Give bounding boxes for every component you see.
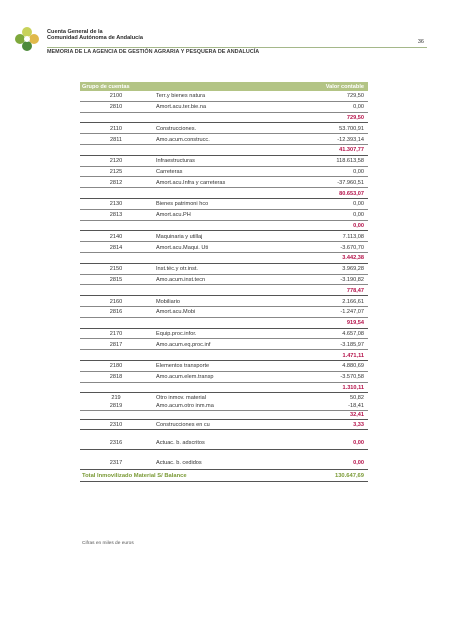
account-value: 0,00 [353, 212, 364, 219]
account-code: 2110 [109, 125, 123, 132]
account-description: Amort.acu.Mobi [156, 309, 196, 316]
account-value: 2.166,61 [342, 298, 364, 305]
account-description: Infraestructuras [156, 158, 195, 165]
account-value: 0,00 [353, 222, 364, 229]
table-row [80, 221, 368, 232]
account-value: 4.657,08 [342, 330, 364, 337]
account-value: -12.393,14 [337, 136, 364, 143]
account-description: Carreteras [156, 168, 183, 175]
account-value: 80.653,07 [339, 190, 364, 197]
account-code: 2817 [109, 341, 123, 348]
account-description: Amort.acu.ter.bie.na [156, 104, 207, 111]
table-row [80, 329, 368, 340]
table-row [80, 318, 368, 329]
table-row [80, 372, 368, 383]
org-name-line2: Comunidad Autónoma de Andalucía [47, 35, 143, 41]
account-code: 2811 [109, 136, 123, 143]
account-code: 2125 [109, 168, 123, 175]
account-value: 118.613,58 [336, 158, 364, 165]
account-value: 53.700,91 [339, 125, 364, 132]
table-row [80, 361, 368, 372]
page-number: 36 [417, 39, 424, 45]
table-row [80, 350, 368, 361]
table-row [80, 134, 368, 145]
table-row [80, 275, 368, 286]
header-divider [47, 47, 427, 48]
table-row [80, 402, 368, 411]
org-name-line1: Cuenta General de la [47, 29, 103, 35]
table-row [80, 167, 368, 178]
andalucia-logo-icon [10, 22, 44, 56]
account-code: 2180 [109, 363, 123, 370]
account-code: 2819 [109, 403, 123, 410]
account-description: Elementos transporte [156, 363, 210, 370]
account-value: 32,41 [350, 412, 364, 419]
account-code: 2815 [109, 276, 123, 283]
table-row [80, 253, 368, 264]
account-value: 50,82 [350, 394, 364, 401]
account-value: -3.190,82 [340, 276, 364, 283]
account-code: 2816 [109, 309, 123, 316]
account-description: Amo.acum.inst.tecn [156, 276, 206, 283]
table-row [80, 177, 368, 188]
table-row [80, 242, 368, 253]
account-value: -1.247,07 [340, 309, 364, 316]
table-header [80, 82, 368, 91]
account-code: 2120 [109, 158, 123, 165]
account-code: 2813 [109, 212, 123, 219]
total-label: Total Inmovilizado Material S/ Balance [82, 473, 187, 480]
account-code: 2160 [109, 298, 123, 305]
account-value: 4.880,69 [342, 363, 364, 370]
account-description: Construcciones. [156, 125, 197, 132]
account-value: 7.113,08 [342, 233, 364, 240]
table-row [80, 102, 368, 113]
document-title: MEMORIA DE LA AGENCIA DE GESTIÓN AGRARIA Y PESQUERA DE ANDALUCÍA [47, 49, 260, 55]
table-row [80, 307, 368, 318]
footnote: Cifras en miles de euros [82, 541, 134, 546]
account-value: -3.570,58 [340, 374, 364, 381]
table-row [80, 123, 368, 134]
table-row [80, 411, 368, 420]
account-code: 2170 [109, 330, 123, 337]
account-value: -3.185,97 [340, 341, 364, 348]
account-description: Equip.proc.infor. [156, 330, 197, 337]
account-code: 2140 [109, 233, 123, 240]
account-code: 2814 [109, 244, 123, 251]
account-code: 2812 [109, 179, 123, 186]
account-value: 729,50 [346, 93, 364, 100]
account-value: -37.960,51 [337, 179, 364, 186]
table-row [80, 339, 368, 350]
account-description: Mobiliario [156, 298, 180, 305]
account-description: Otro inmov. material [156, 394, 206, 401]
table-row [80, 156, 368, 167]
table-row [80, 420, 368, 431]
table-row [80, 383, 368, 394]
account-description: Maquinaria y utillaj [156, 233, 203, 240]
account-code: 2316 [109, 440, 123, 447]
account-code: 2810 [109, 104, 123, 111]
account-description: Bienes patrimoni hco [156, 201, 209, 208]
account-code: 2818 [109, 374, 123, 381]
table-row [80, 113, 368, 124]
account-code: 2100 [109, 93, 123, 100]
account-value: 3.969,28 [342, 266, 364, 273]
account-value: 729,50 [346, 114, 364, 121]
account-value: -3.670,70 [340, 244, 364, 251]
table-row [80, 91, 368, 102]
account-value: 919,54 [346, 320, 364, 327]
account-description: Amort.acu.Maqui. Uti [156, 244, 209, 251]
account-description: Amo.acum.eq.proc.inf [156, 341, 211, 348]
table-row [80, 285, 368, 296]
account-code: 2317 [109, 460, 123, 467]
header-account-group: Grupo de cuentas [82, 83, 130, 90]
account-description: Amo.acum.elem.transp [156, 374, 214, 381]
table-row [80, 393, 368, 402]
account-description: Amo.acum.construcc. [156, 136, 210, 143]
table-row [80, 296, 368, 307]
account-value: 3.442,38 [342, 255, 364, 262]
account-value: 0,00 [353, 168, 364, 175]
account-code: 2150 [109, 266, 123, 273]
account-value: 3,33 [353, 421, 364, 428]
table-row [80, 210, 368, 221]
account-value: 0,00 [353, 201, 364, 208]
account-description: Actuac. b. adscritos [156, 440, 205, 447]
account-value: 1.471,11 [342, 352, 364, 359]
account-code: 2310 [109, 421, 123, 428]
account-description: Actuac. b. cedidos [156, 460, 202, 467]
account-value: 41.307,77 [339, 147, 364, 154]
table-row [80, 436, 368, 450]
account-value: 778,47 [346, 287, 364, 294]
table-total-row [80, 470, 368, 482]
page-header [0, 0, 452, 70]
account-description: Construcciones en cu [156, 421, 210, 428]
account-value: -18,41 [348, 403, 364, 410]
header-book-value: Valor contable [325, 83, 364, 90]
account-value: 0,00 [353, 460, 364, 467]
account-description: Amo.acum.otro inm.ma [156, 403, 214, 410]
total-value: 130.647,69 [334, 473, 364, 480]
table-row [80, 456, 368, 470]
account-code: 219 [111, 394, 121, 401]
account-description: Inst.téc.y otr.inst. [156, 266, 198, 273]
account-value: 1.310,11 [342, 384, 364, 391]
table-body [80, 91, 368, 470]
table-row [80, 231, 368, 242]
account-description: Terr.y bienes natura [156, 93, 206, 100]
table-row [80, 188, 368, 199]
account-code: 2130 [109, 201, 123, 208]
account-description: Amort.acu.Infra y carreteras [156, 179, 226, 186]
table-row [80, 199, 368, 210]
account-value: 0,00 [353, 104, 364, 111]
account-value: 0,00 [353, 440, 364, 447]
account-description: Amort.acu.PH [156, 212, 191, 219]
table-row [80, 264, 368, 275]
accounts-table [80, 82, 368, 482]
table-row [80, 145, 368, 156]
